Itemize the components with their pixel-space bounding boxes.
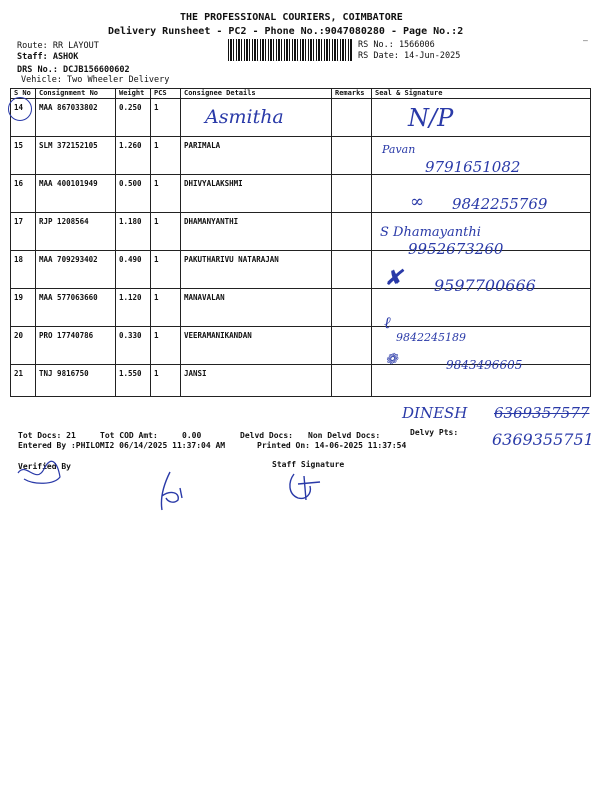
route-label: Route: RR LAYOUT	[17, 41, 99, 51]
cell-remarks	[332, 137, 372, 175]
company-title: THE PROFESSIONAL COURIERS, COIMBATORE	[180, 12, 403, 23]
cell-weight: 1.120	[116, 289, 151, 327]
col-seal-signature: Seal & Signature	[372, 89, 591, 99]
cell-weight: 0.250	[116, 99, 151, 137]
staff-label: Staff: ASHOK	[17, 52, 79, 62]
col-remarks: Remarks	[332, 89, 372, 99]
cell-sno: 19	[11, 289, 36, 327]
col-pcs: PCS	[151, 89, 181, 99]
cell-weight: 1.550	[116, 365, 151, 397]
cell-pcs: 1	[151, 137, 181, 175]
cell-weight: 1.260	[116, 137, 151, 175]
non-delivered-docs: Non Delvd Docs:	[308, 431, 381, 440]
handwritten-phone: 9842245189	[396, 331, 466, 344]
cell-consignment: PRO 17740786	[36, 327, 116, 365]
verifier-signature	[150, 468, 190, 513]
cell-consignment: TNJ 9816750	[36, 365, 116, 397]
total-cod-label: Tot COD Amt:	[100, 431, 158, 440]
rs-date: RS Date: 14-Jun-2025	[358, 51, 461, 61]
cell-remarks	[332, 175, 372, 213]
cell-consignee: JANSI	[181, 365, 332, 397]
cell-pcs: 1	[151, 327, 181, 365]
cell-weight: 0.490	[116, 251, 151, 289]
cell-weight: 1.180	[116, 213, 151, 251]
cell-remarks	[332, 99, 372, 137]
table-row	[11, 99, 591, 137]
cell-consignment: SLM 372152105	[36, 137, 116, 175]
staff-signature-label: Staff Signature	[272, 460, 345, 469]
handwritten-phone: 9791651082	[425, 158, 521, 176]
table-header-row	[11, 89, 591, 99]
handwritten-name: Asmitha	[205, 106, 284, 128]
total-docs: Tot Docs: 21	[18, 431, 76, 440]
cell-consignee: DHIVYALAKSHMI	[181, 175, 332, 213]
printed-on: Printed On: 14-06-2025 11:37:54	[257, 441, 407, 450]
runsheet-subtitle: Delivery Runsheet - PC2 - Phone No.:9047080280 - Page No.:2	[108, 26, 464, 37]
cell-remarks	[332, 251, 372, 289]
handwritten-phone: 9952673260	[408, 240, 504, 258]
rs-number: RS No.: 1566006	[358, 40, 435, 50]
cell-consignment: MAA 867033802	[36, 99, 116, 137]
handwritten-signature-mark: ℓ	[384, 313, 391, 332]
staff-signature	[284, 466, 324, 504]
handwritten-signature-mark: ❁	[385, 350, 398, 368]
cell-sno: 17	[11, 213, 36, 251]
vehicle-label: Vehicle: Two Wheeler Delivery	[21, 75, 170, 85]
cell-consignee: PARIMALA	[181, 137, 332, 175]
handwritten-signature-mark: ✘	[384, 266, 403, 291]
cell-consignment: MAA 577063660	[36, 289, 116, 327]
cell-sno: 18	[11, 251, 36, 289]
col-consignee: Consignee Details	[181, 89, 332, 99]
delivered-docs: Delvd Docs:	[240, 431, 293, 440]
cell-remarks	[332, 327, 372, 365]
cell-consignment: MAA 709293402	[36, 251, 116, 289]
handwritten-phone: 6369355751	[492, 430, 594, 449]
cell-pcs: 1	[151, 213, 181, 251]
cell-consignee: MANAVALAN	[181, 289, 332, 327]
col-consignment: Consignment No	[36, 89, 116, 99]
col-weight: Weight	[116, 89, 151, 99]
cell-consignee: VEERAMANIKANDAN	[181, 327, 332, 365]
cell-signature	[372, 99, 591, 137]
cell-pcs: 1	[151, 251, 181, 289]
cell-remarks	[332, 365, 372, 397]
handwritten-struck-phone: 6369357577	[494, 404, 590, 422]
handwritten-phone: 9597700666	[434, 276, 536, 295]
cell-sno: 14	[11, 99, 36, 137]
cell-consignment: MAA 400101949	[36, 175, 116, 213]
cell-consignment: RJP 1208564	[36, 213, 116, 251]
cell-pcs: 1	[151, 289, 181, 327]
cell-weight: 0.500	[116, 175, 151, 213]
cell-pcs: 1	[151, 365, 181, 397]
entered-by: Entered By :PHILOMI2 06/14/2025 11:37:04 AM	[18, 441, 226, 450]
total-cod-value: 0.00	[182, 431, 202, 440]
handwritten-phone: 9843496605	[446, 358, 523, 372]
cell-pcs: 1	[151, 175, 181, 213]
cell-remarks	[332, 289, 372, 327]
cell-consignee: DHAMANYANTHI	[181, 213, 332, 251]
handwritten-signature: N/P	[408, 104, 454, 132]
cell-sno: 21	[11, 365, 36, 397]
table-row	[11, 213, 591, 251]
handwritten-name: DINESH	[402, 404, 468, 422]
cell-sno: 20	[11, 327, 36, 365]
handwritten-phone: 9842255769	[452, 195, 548, 213]
cell-pcs: 1	[151, 99, 181, 137]
circle-mark	[8, 97, 32, 121]
runsheet-table	[10, 88, 591, 397]
barcode-graphic	[228, 39, 353, 61]
cell-weight: 0.330	[116, 327, 151, 365]
cell-remarks	[332, 213, 372, 251]
cell-consignee: PAKUTHARIVU NATARAJAN	[181, 251, 332, 289]
cell-sno: 15	[11, 137, 36, 175]
cell-sno: 16	[11, 175, 36, 213]
handwritten-signature-mark: ∞	[410, 192, 425, 212]
corner-mark: —	[583, 36, 588, 45]
col-sno: S No	[11, 89, 36, 99]
handwritten-signature: Pavan	[382, 143, 416, 156]
handwritten-name: S Dhamayanthi	[380, 225, 481, 240]
verified-by-label: Verified By	[18, 462, 71, 471]
delivery-points: Delvy Pts:	[410, 428, 459, 437]
drs-number: DRS No.: DCJB156600602	[17, 65, 130, 75]
verified-signature-scribble	[14, 455, 64, 490]
